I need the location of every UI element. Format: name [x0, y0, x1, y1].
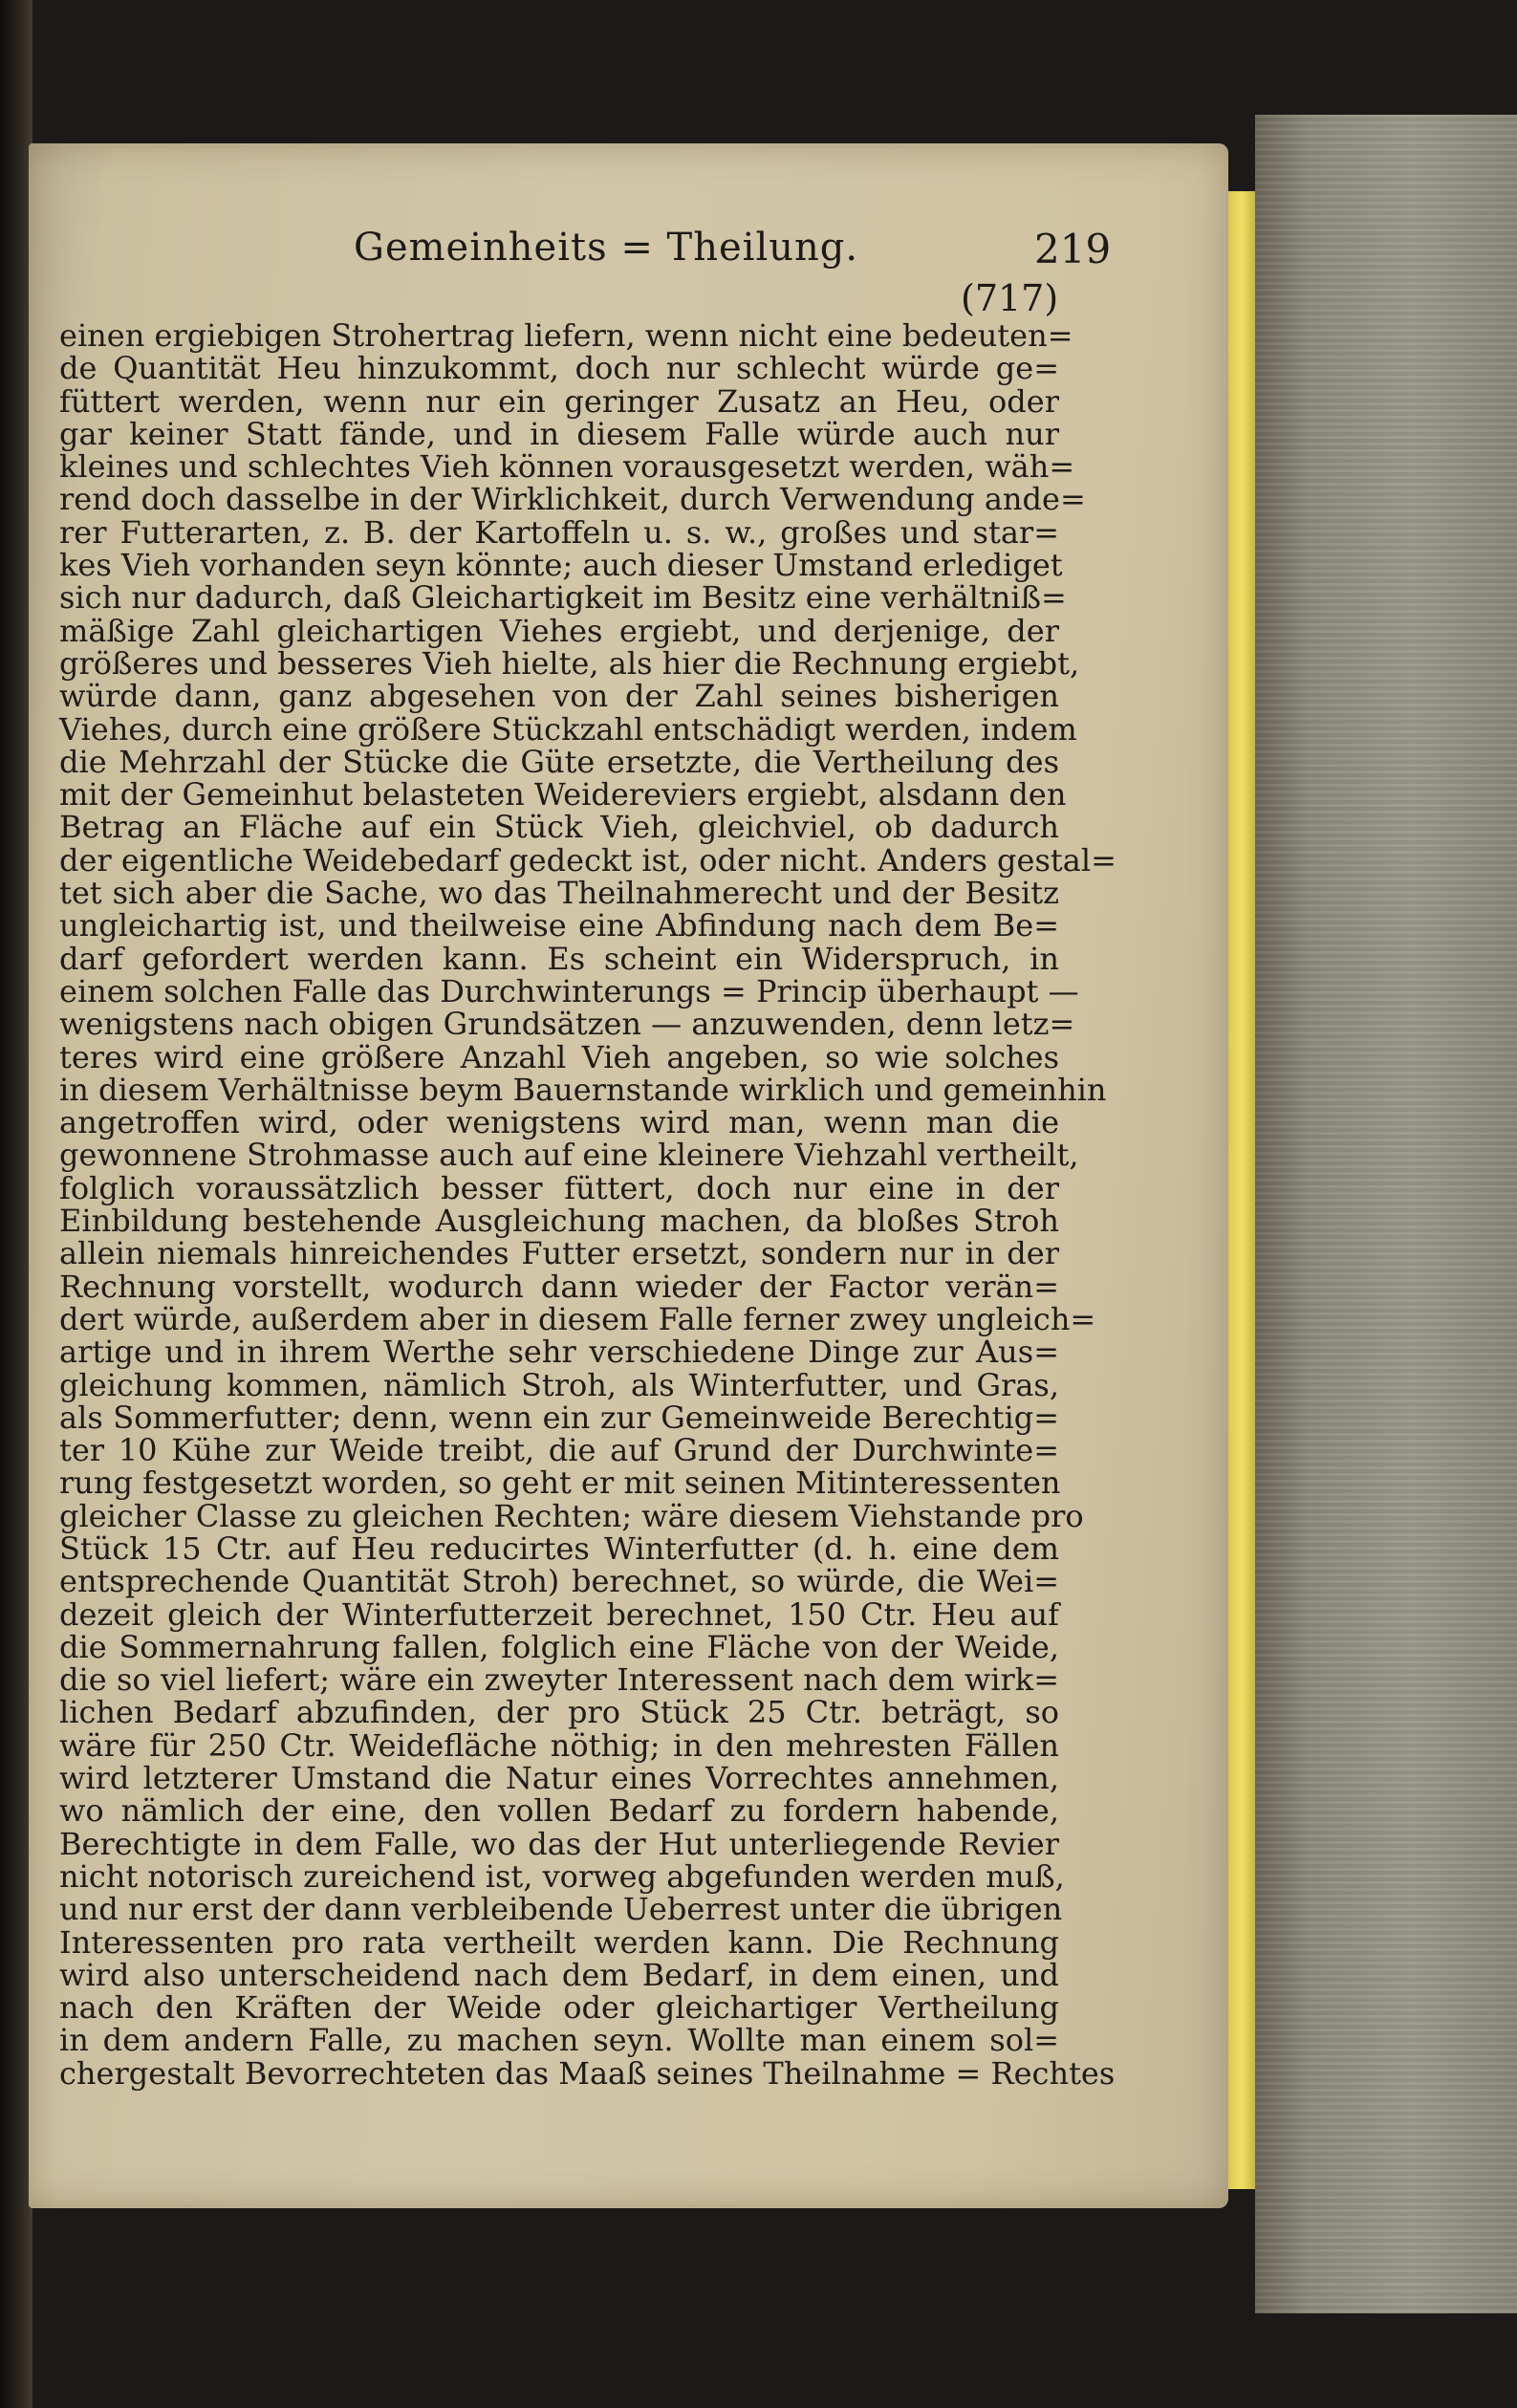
page-number: 219 — [1034, 226, 1112, 272]
text-line: wird letzterer Umstand die Natur eines Vorrechtes annehmen, — [59, 1760, 1059, 1797]
text-line: artige und in ihrem Werthe sehr verschiedene Dinge zur Aus= — [59, 1334, 1059, 1371]
text-line: sich nur dadurch, daß Gleichartigkeit im Besitz eine verhältniß= — [59, 579, 1067, 617]
text-line: mit der Gemeinhut belasteten Weidereviers ergiebt, alsdann den — [59, 776, 1067, 814]
text-line: tet sich aber die Sache, wo das Theilnahmerecht und der Besitz — [59, 875, 1059, 912]
text-line: gar keiner Statt fände, und in diesem Falle würde auch nur — [59, 415, 1059, 452]
text-line: chergestalt Bevorrechteten das Maaß seines Theilnahme = Rechtes — [59, 2054, 1116, 2092]
text-line: entsprechende Quantität Stroh) berechnet, so würde, die Wei= — [59, 1563, 1059, 1600]
text-line: die Mehrzahl der Stücke die Güte ersetzte, die Vertheilung des — [59, 743, 1059, 780]
text-line: nach den Kräften der Weide oder gleichartiger Vertheilung — [59, 1989, 1059, 2027]
text-line: kleines und schlechtes Vieh können vorausgesetzt werden, wäh= — [59, 448, 1075, 486]
text-line: Berechtigte in dem Falle, wo das der Hut unterliegende Revier — [59, 1825, 1059, 1862]
text-line: Rechnung vorstellt, wodurch dann wieder der Factor verän= — [59, 1268, 1059, 1305]
text-line: ungleichartig ist, und theilweise eine Abfindung nach dem Be= — [59, 907, 1059, 944]
text-line: Einbildung bestehende Ausgleichung machen, da bloßes Stroh — [59, 1203, 1059, 1240]
text-line: de Quantität Heu hinzukommt, doch nur schlecht würde ge= — [59, 350, 1059, 387]
text-line: in dem andern Falle, zu machen seyn. Wollte man einem sol= — [59, 2022, 1059, 2059]
text-line: die Sommernahrung fallen, folglich eine Fläche von der Weide, — [59, 1628, 1059, 1665]
text-line: teres wird eine größere Anzahl Vieh angeben, so wie solches — [59, 1038, 1059, 1075]
text-line: Interessenten pro rata vertheilt werden kann. Die Rechnung — [59, 1923, 1059, 1961]
text-line: in diesem Verhältnisse beym Bauernstande wirklich und gemeinhin — [59, 1071, 1107, 1108]
text-line: nicht notorisch zureichend ist, vorweg abgefunden werden muß, — [59, 1857, 1065, 1895]
text-line: als Sommerfutter; denn, wenn ein zur Gemeinweide Berechtig= — [59, 1399, 1059, 1436]
text-line: einen ergiebigen Strohertrag liefern, wenn nicht eine bedeuten= — [59, 317, 1073, 354]
text-line: Stück 15 Ctr. auf Heu reducirtes Winterfutter (d. h. eine dem — [59, 1529, 1059, 1567]
text-line: rung festgesetzt worden, so geht er mit seinen Mitinteressenten — [59, 1464, 1061, 1502]
section-number: (717) — [961, 277, 1059, 319]
text-line: rend doch dasselbe in der Wirklichkeit, durch Verwendung ande= — [59, 481, 1086, 518]
text-line: rer Futterarten, z. B. der Kartoffeln u. s. w., großes und star= — [59, 513, 1059, 551]
text-line: Viehes, durch eine größere Stückzahl entschädigt werden, indem — [59, 710, 1077, 748]
text-line: einem solchen Falle das Durchwinterungs = Princip überhaupt — — [59, 972, 1079, 1009]
text-line: gleichung kommen, nämlich Stroh, als Winterfutter, und Gras, — [59, 1366, 1059, 1403]
text-line: lichen Bedarf abzufinden, der pro Stück 25 Ctr. beträgt, so — [59, 1694, 1059, 1731]
text-line: darf gefordert werden kann. Es scheint ein Widerspruch, in — [59, 940, 1059, 977]
body-text — [59, 317, 1116, 2092]
text-line: Betrag an Fläche auf ein Stück Vieh, gleichviel, ob dadurch — [59, 809, 1059, 846]
text-line: dezeit gleich der Winterfutterzeit berechnet, 150 Ctr. Heu auf — [59, 1595, 1059, 1633]
text-line: größeres und besseres Vieh hielte, als hier die Rechnung ergiebt, — [59, 644, 1080, 682]
book-gutter — [0, 0, 33, 2408]
text-line: angetroffen wird, oder wenigstens wird man, wenn man die — [59, 1104, 1059, 1141]
text-line: würde dann, ganz abgesehen von der Zahl seines bisherigen — [59, 678, 1059, 715]
text-line: wenigstens nach obigen Grundsätzen — anzuwenden, denn letz= — [59, 1006, 1075, 1043]
text-line: wäre für 250 Ctr. Weidefläche nöthig; in den mehresten Fällen — [59, 1726, 1059, 1764]
text-line: gleicher Classe zu gleichen Rechten; wäre diesem Viehstande pro — [59, 1497, 1084, 1534]
text-line: wo nämlich der eine, den vollen Bedarf zu fordern habende, — [59, 1792, 1059, 1830]
page-edge-gilt — [1228, 191, 1255, 2189]
text-line: die so viel liefert; wäre ein zweyter Interessent nach dem wirk= — [59, 1661, 1059, 1699]
running-head — [0, 226, 1517, 279]
text-line: ter 10 Kühe zur Weide treibt, die auf Grund der Durchwinte= — [59, 1432, 1059, 1469]
text-line: mäßige Zahl gleichartigen Viehes ergiebt, und derjenige, der — [59, 612, 1059, 649]
text-line: wird also unterscheidend nach dem Bedarf, in dem einen, und — [59, 1956, 1059, 1993]
text-line: der eigentliche Weidebedarf gedeckt ist, oder nicht. Anders gestal= — [59, 841, 1116, 879]
text-line: gewonnene Strohmasse auch auf eine kleinere Viehzahl vertheilt, — [59, 1137, 1079, 1174]
text-line: folglich voraussätzlich besser füttert, doch nur eine in der — [59, 1169, 1059, 1206]
book-cover-edge — [1255, 115, 1517, 2313]
text-line: kes Vieh vorhanden seyn könnte; auch dieser Umstand erlediget — [59, 547, 1063, 584]
running-head-title: Gemeinheits = Theilung. — [354, 226, 859, 270]
text-line: allein niemals hinreichendes Futter ersetzt, sondern nur in der — [59, 1235, 1059, 1272]
text-line: dert würde, außerdem aber in diesem Falle ferner zwey ungleich= — [59, 1300, 1096, 1337]
text-line: füttert werden, wenn nur ein geringer Zusatz an Heu, oder — [59, 382, 1059, 420]
text-line: und nur erst der dann verbleibende Ueberrest unter die übrigen — [59, 1891, 1063, 1928]
